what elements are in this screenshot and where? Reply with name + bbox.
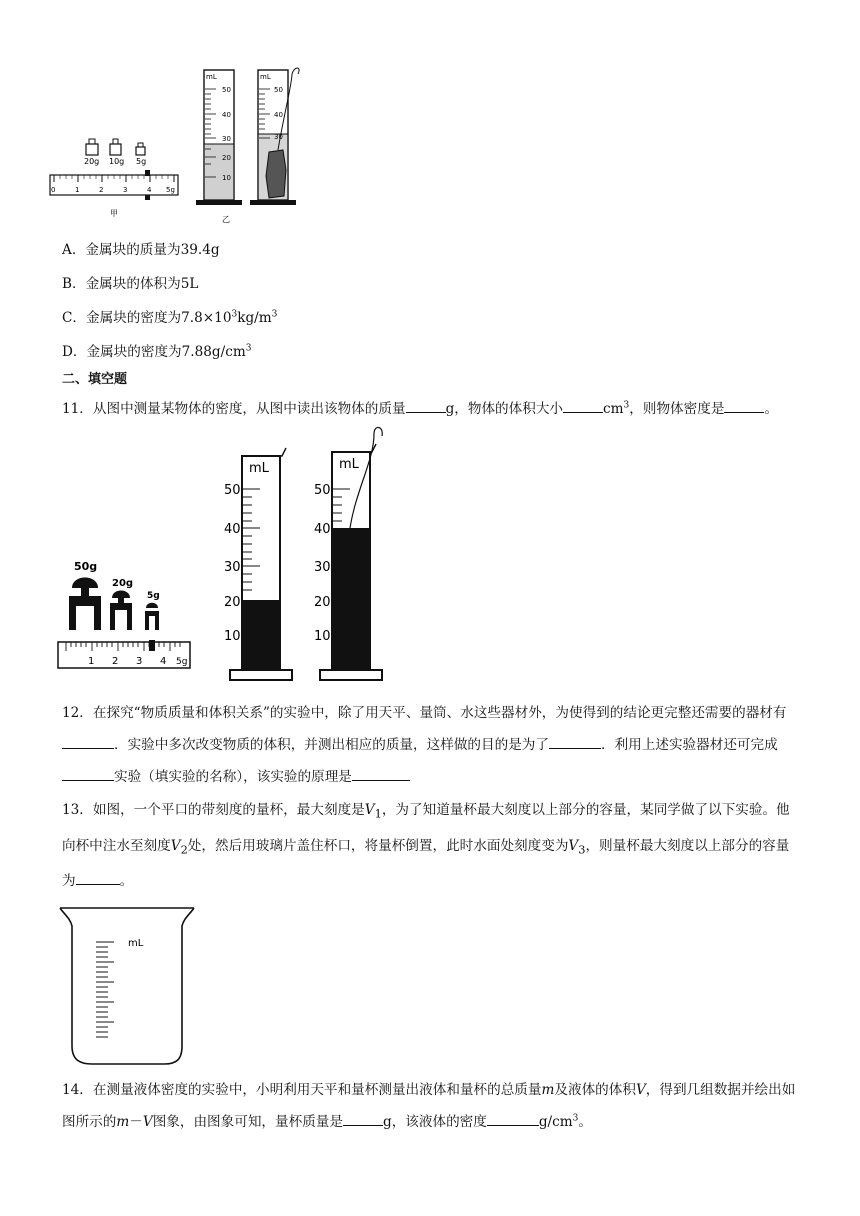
svg-text:30: 30 [274, 133, 283, 141]
weight-5g [145, 591, 160, 630]
cylinder-with-object [314, 427, 382, 680]
label-yi: 乙 [222, 215, 230, 224]
option-b: B．金属块的体积为5L [62, 276, 199, 292]
balance-ruler [50, 170, 178, 200]
question-12: 12．在探究“物质质量和体积关系”的实验中，除了用天平、量筒、水这些器材外，为使得到的结论更完整还需要的器材有．实验中多次改变物质的体积，并测出相应的质量，这样做的目的是为了 ．利用上述实验器材还可完成实验（填实验的名称），该实验的原理是 [62, 705, 787, 785]
figure-3-measuring-beaker [56, 904, 200, 1070]
option-d: D．金属块的密度为$7.88g/cm^3$ [62, 343, 252, 360]
svg-text:20g: 20g [112, 578, 134, 589]
svg-text:mL: mL [249, 461, 269, 476]
cylinder-with-block [250, 68, 299, 205]
weight-20g [84, 139, 99, 166]
blank [62, 734, 114, 749]
svg-text:40: 40 [222, 111, 231, 119]
question-14: 14．在测量液体密度的实验中，小明利用天平和量杯测量出液体和量杯的总质量m及液体的体积V，得到几组数据并绘出如图所示的m－V图象，由图象可知，量杯质量是 g，该液体的密度 $g/cm^3$。 [62, 1082, 796, 1130]
weight-5g [136, 143, 146, 166]
svg-text:50: 50 [314, 483, 331, 498]
svg-text:0: 0 [51, 186, 56, 194]
weight-10g [109, 139, 124, 166]
blank [406, 398, 446, 413]
svg-text:10g: 10g [109, 157, 125, 166]
svg-text:5g: 5g [176, 657, 188, 667]
section-heading: 二、填空题 [62, 372, 128, 387]
svg-text:1: 1 [88, 656, 95, 667]
svg-text:3: 3 [136, 656, 143, 667]
question-13: 13．如图，一个平口的带刻度的量杯，最大刻度是$V_1$，为了知道量杯最大刻度以上部分的容量，某同学做了以下实验。他向杯中注水至刻度$V_2$处，然后用玻璃片盖住杯口，将量杯倒置，此时水面处刻度变为$V_3$，则量杯最大刻度以上部分的容量为 。 [62, 802, 790, 890]
question-11: 11．从图中测量某物体的密度，从图中读出该物体的质量 g，物体的体积大小 $cm^3$，则物体密度是 。 [62, 398, 778, 419]
svg-text:20g: 20g [84, 157, 100, 166]
blank [76, 870, 120, 885]
figure-2-balance-and-cylinders [56, 420, 386, 688]
weight-20g [110, 578, 133, 630]
svg-text:10: 10 [224, 629, 241, 644]
svg-text:2: 2 [99, 186, 104, 194]
blank [343, 1111, 383, 1126]
svg-text:2: 2 [112, 656, 119, 667]
svg-text:5g: 5g [136, 157, 147, 166]
svg-text:50: 50 [274, 86, 283, 94]
balance-ruler [58, 640, 190, 668]
svg-text:mL: mL [206, 73, 217, 81]
svg-text:40: 40 [224, 522, 241, 537]
svg-text:5g: 5g [166, 186, 175, 194]
svg-text:40: 40 [314, 522, 331, 537]
svg-text:30: 30 [224, 560, 241, 575]
svg-text:50: 50 [224, 483, 241, 498]
svg-text:30: 30 [314, 560, 331, 575]
option-c: C．金属块的密度为$7.8\times 10^3kg/m^3$ [62, 309, 278, 326]
svg-text:4: 4 [160, 656, 167, 667]
svg-text:4: 4 [147, 186, 152, 194]
svg-text:5g: 5g [147, 591, 160, 601]
cylinder-water [196, 70, 242, 205]
svg-text:10: 10 [314, 629, 331, 644]
blank [563, 398, 603, 413]
weight-50g [69, 560, 101, 630]
figure-1-balance-and-cylinders [48, 64, 318, 226]
blank [487, 1111, 539, 1126]
blank [724, 398, 764, 413]
svg-text:3: 3 [123, 186, 128, 194]
blank [352, 766, 410, 781]
svg-text:50g: 50g [74, 560, 98, 573]
blank [549, 734, 601, 749]
svg-text:40: 40 [274, 111, 283, 119]
svg-text:mL: mL [339, 457, 359, 472]
svg-text:30: 30 [222, 135, 231, 143]
svg-text:mL: mL [260, 73, 271, 81]
svg-text:20: 20 [222, 154, 231, 162]
svg-text:20: 20 [224, 595, 241, 610]
svg-text:20: 20 [314, 595, 331, 610]
svg-text:10: 10 [222, 174, 231, 182]
blank [62, 766, 114, 781]
option-a: A．金属块的质量为39.4g [62, 242, 220, 258]
label-jia: 甲 [110, 209, 118, 218]
svg-text:50: 50 [222, 86, 231, 94]
svg-text:1: 1 [75, 186, 80, 194]
cylinder-water [224, 448, 292, 680]
svg-text:mL: mL [128, 938, 144, 949]
